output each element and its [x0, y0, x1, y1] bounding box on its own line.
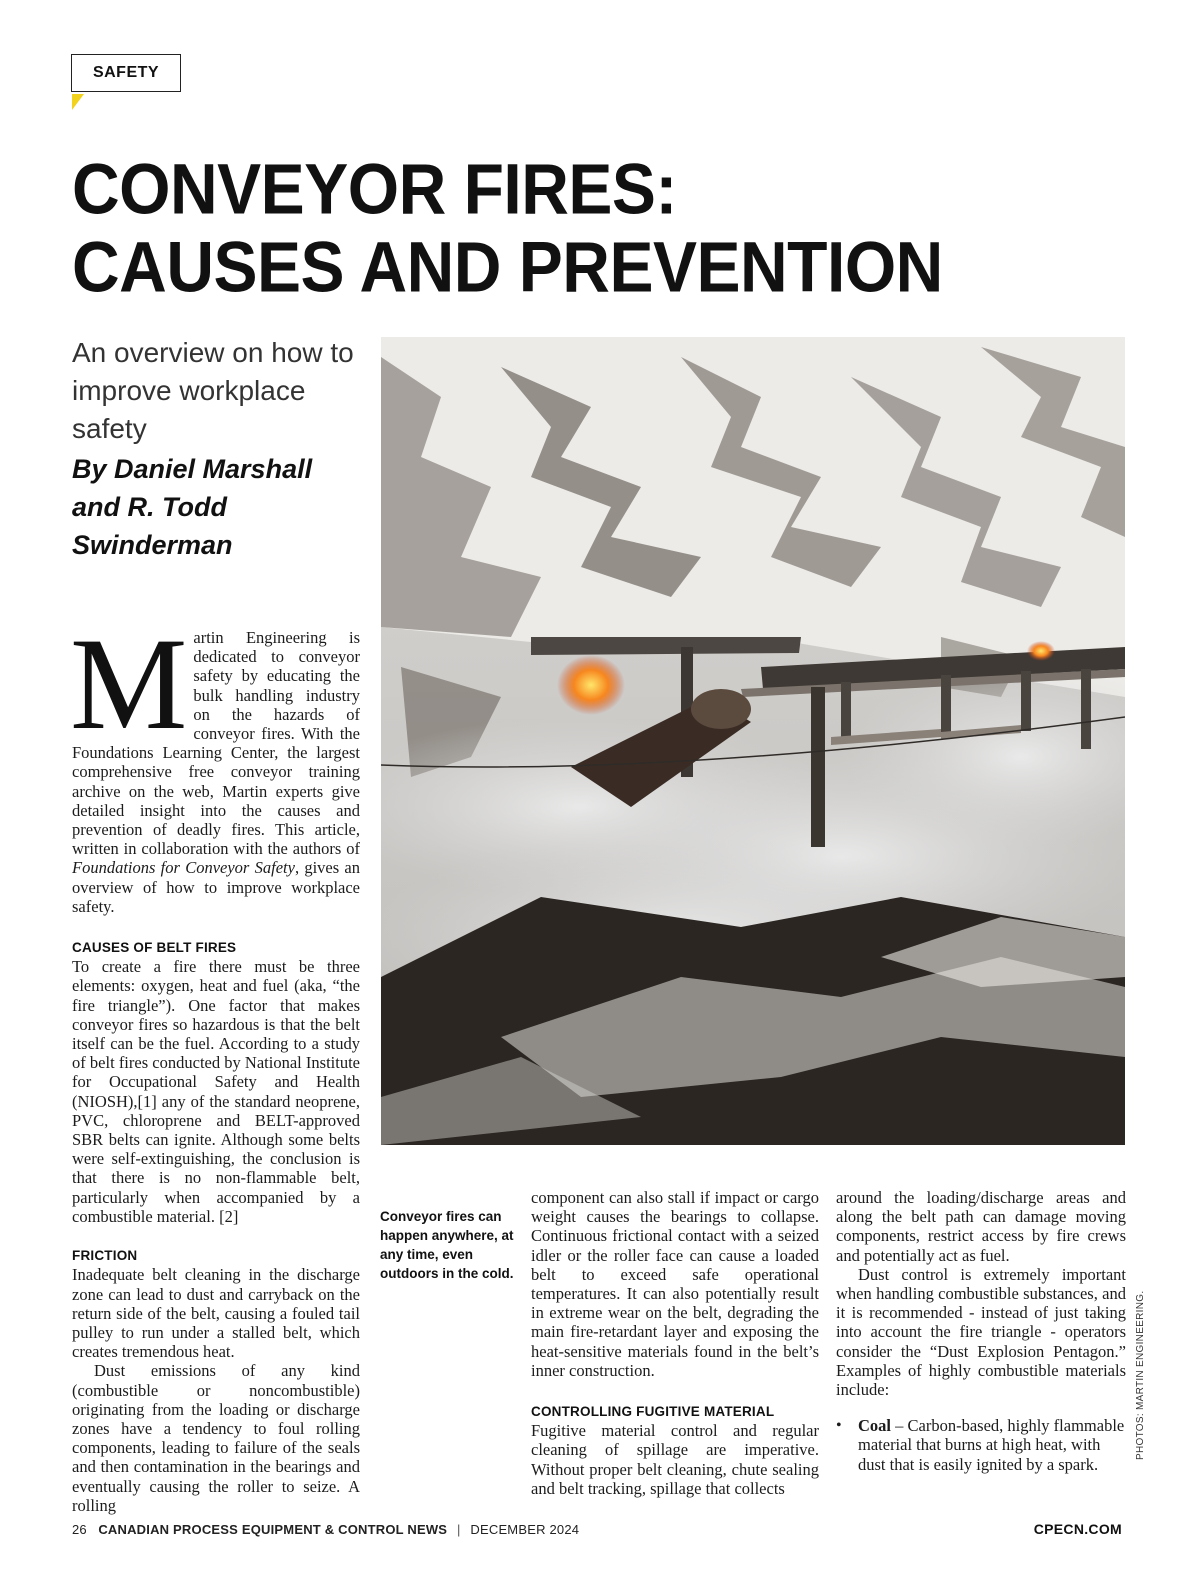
causes-heading: CAUSES OF BELT FIRES — [72, 940, 237, 956]
fugitive-continued-paragraph: around the loading/discharge areas and along the belt path can damage moving components, restrict access by fire crews and potentially act as fuel. — [836, 1188, 1126, 1265]
headline-line-2: CAUSES AND PREVENTION — [72, 226, 943, 307]
conveyor-fire-photo — [381, 337, 1125, 1145]
page-number: 26 — [72, 1522, 87, 1537]
footer-separator: | — [457, 1522, 461, 1537]
list-item — [836, 1416, 1126, 1474]
fugitive-heading: CONTROLLING FUGITIVE MATERIAL — [531, 1404, 775, 1420]
article-column-1 — [70, 610, 360, 1515]
page-title — [72, 150, 1132, 306]
photo-illustration — [381, 337, 1125, 1145]
byline: By Daniel Marshall and R. Todd Swinderman — [72, 454, 313, 560]
bullet-term: Coal — [858, 1416, 891, 1436]
section-tag: SAFETY — [71, 54, 181, 92]
friction-paragraph-2: Dust emissions of any kind (combustible or noncombustible) originating from the loading or discharge zones have a tendency to foul rolling components, leading to failure of the seals and then contamination in the bearings and eventually causing the roller to seize. A rolling — [72, 1361, 360, 1515]
bullet-text — [858, 1416, 1126, 1474]
intro-text-a: artin Engineering is dedicated to conveyor safety by educating the bulk handling industry on the hazards of conveyor fires. With the Foundations Learning Center, the largest comprehensive free conveyor training archive on the web, Martin experts give detailed insight into the causes and prevention of deadly fires. This article, written in collaboration with the authors of — [72, 628, 360, 859]
publication-name: CANADIAN PROCESS EQUIPMENT & CONTROL NEWS — [98, 1522, 448, 1537]
page-footer — [72, 1522, 579, 1537]
article-column-4 — [836, 1188, 1126, 1474]
photo-credit — [1135, 1290, 1153, 1461]
photo-caption: Conveyor fires can happen anywhere, at any time, even outdoors in the cold. — [380, 1209, 514, 1281]
photo-credit-text: PHOTOS: MARTIN ENGINEERING. — [1135, 1290, 1146, 1460]
bullet-marker: • — [836, 1417, 842, 1435]
friction-continued-paragraph: component can also stall if impact or cargo weight causes the bearings to collapse. Continuous frictional contact with a seized idler or the roller face can cause a loaded belt to exceed safe operational temperatures. It can also potentially result in extreme wear on the belt, degrading the main fire-retardant layer and exposing the heat-sensitive materials found in the belt’s inner construction. — [531, 1188, 819, 1380]
friction-paragraph-1: Inadequate belt cleaning in the discharge zone can lead to dust and carryback on the return side of the belt, causing a fouled tail pulley to run under a stalled belt, which creates tremendous heat. — [72, 1265, 360, 1362]
causes-paragraph: To create a fire there must be three elements: oxygen, heat and fuel (aka, “the fire triangle”). One factor that makes conveyor fires so hazardous is that the belt itself can be the fuel. According to a study of belt fires conducted by National Institute for Occupational Safety and Health (NIOSH),[1] any of the standard neoprene, PVC, chloroprene and BELT-approved SBR belts can ignite. Although some belts were self-extinguishing, the conclusion is that there is no non-flammable belt, particularly when accompanied by a combustible material. [2] — [72, 957, 360, 1226]
fugitive-paragraph: Fugitive material control and regular cleaning of spillage are imperative. Without proper belt cleaning, chute sealing and belt tracking, spillage that collects — [531, 1421, 819, 1498]
book-title: Foundations for Conveyor Safety — [72, 858, 295, 878]
bullet-description: – Carbon-based, highly flammable material that burns at high heat, with dust that is easily ignited by a spark. — [858, 1416, 1125, 1474]
section-tag-accent — [72, 94, 84, 110]
issue-date: DECEMBER 2024 — [470, 1522, 580, 1537]
friction-heading: FRICTION — [72, 1248, 138, 1264]
article-column-3 — [531, 1188, 819, 1498]
dust-control-paragraph: Dust control is extremely important when handling combustible substances, and it is recommended - instead of just taking into account the fire triangle - operators consider the “Dust Explosion Pentagon.” Examples of highly combustible materials include: — [836, 1264, 1126, 1400]
drop-cap: M — [70, 610, 188, 757]
headline-line-1: CONVEYOR FIRES: — [72, 148, 677, 229]
website-link[interactable]: CPECN.COM — [1033, 1521, 1122, 1537]
deck-subtitle: An overview on how to improve workplace safety — [72, 337, 354, 444]
intro-text-b: , gives an overview of how to improve workplace safety. — [72, 858, 360, 916]
